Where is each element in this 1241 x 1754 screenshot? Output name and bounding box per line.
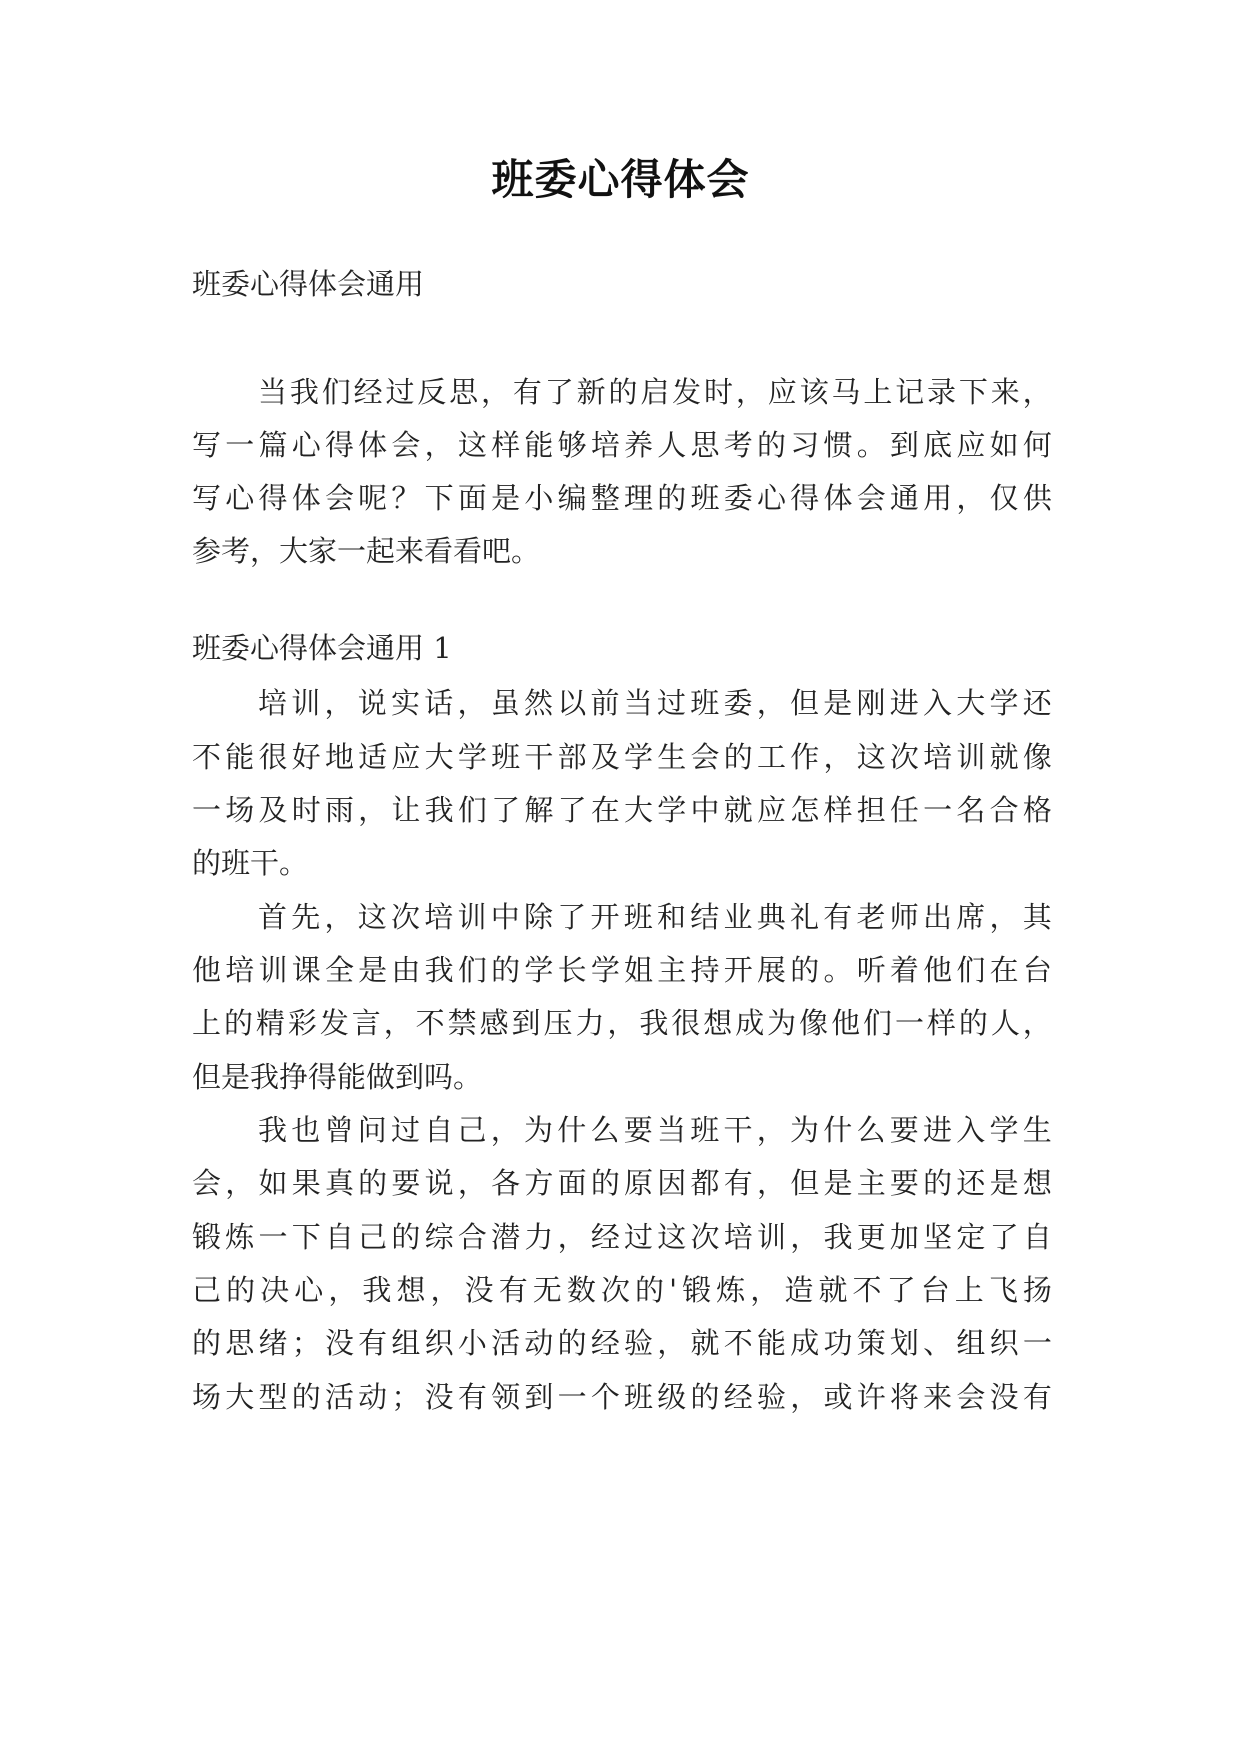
paragraph3-line-5: 的 思 绪 ； 没 有 组 织 小 活 动 的 经 验 ， 就 不 能 成 功 策 划 、 组 织 一 — [192, 1326, 1052, 1360]
paragraph2-line-2: 他 培 训 课 全 是 由 我 们 的 学 长 学 姐 主 持 开 展 的 。 听 着 他 们 在 台 — [192, 953, 1052, 987]
paragraph1-line-1: 培 训 ， 说 实 话 ， 虽 然 以 前 当 过 班 委 ， 但 是 刚 进 入 大 学 还 — [258, 686, 1052, 720]
intro-line-3: 写 心 得 体 会 呢 ？ 下 面 是 小 编 整 理 的 班 委 心 得 体 会 通 用 ， 仅 供 — [192, 481, 1052, 515]
paragraph3-line-6: 场 大 型 的 活 动 ； 没 有 领 到 一 个 班 级 的 经 验 ， 或 许 将 来 会 没 有 — [192, 1380, 1052, 1414]
paragraph2-line-3: 上 的 精 彩 发 言 ， 不 禁 感 到 压 力 ， 我 很 想 成 为 像 他 们 一 样 的 人 ， — [192, 1006, 1052, 1040]
paragraph1-line-2: 不 能 很 好 地 适 应 大 学 班 干 部 及 学 生 会 的 工 作 ， 这 次 培 训 就 像 — [192, 740, 1052, 774]
paragraph3-line-1: 我 也 曾 问 过 自 己 ， 为 什 么 要 当 班 干 ， 为 什 么 要 进 入 学 生 — [258, 1113, 1052, 1147]
paragraph2-line-1: 首 先 ， 这 次 培 训 中 除 了 开 班 和 结 业 典 礼 有 老 师 出 席 ， 其 — [258, 900, 1052, 934]
paragraph3-line-4: 己 的 决 心 ， 我 想 ， 没 有 无 数 次 的 ' 锻 炼 ， 造 就 不 了 台 上 飞 扬 — [192, 1273, 1052, 1307]
section-heading: 班委心得体会通用 1 — [192, 631, 452, 665]
document-subtitle: 班委心得体会通用 — [192, 267, 425, 301]
paragraph3-line-3: 锻 炼 一 下 自 己 的 综 合 潜 力 ， 经 过 这 次 培 训 ， 我 更 加 坚 定 了 自 — [192, 1220, 1052, 1254]
document-title: 班委心得体会 — [491, 155, 750, 204]
paragraph1-line-3: 一 场 及 时 雨 ， 让 我 们 了 解 了 在 大 学 中 就 应 怎 样 担 任 一 名 合 格 — [192, 793, 1052, 827]
intro-line-2: 写 一 篇 心 得 体 会 ， 这 样 能 够 培 养 人 思 考 的 习 惯 。 到 底 应 如 何 — [192, 428, 1052, 462]
paragraph1-line-4: 的班干。 — [192, 846, 309, 880]
paragraph3-line-2: 会 ， 如 果 真 的 要 说 ， 各 方 面 的 原 因 都 有 ， 但 是 主 要 的 还 是 想 — [192, 1166, 1052, 1200]
intro-line-1: 当 我 们 经 过 反 思 ， 有 了 新 的 启 发 时 ， 应 该 马 上 记 录 下 来 ， — [258, 375, 1052, 409]
intro-line-4: 参考，大家一起来看看吧。 — [192, 534, 541, 568]
paragraph2-line-4: 但是我挣得能做到吗。 — [192, 1060, 483, 1094]
